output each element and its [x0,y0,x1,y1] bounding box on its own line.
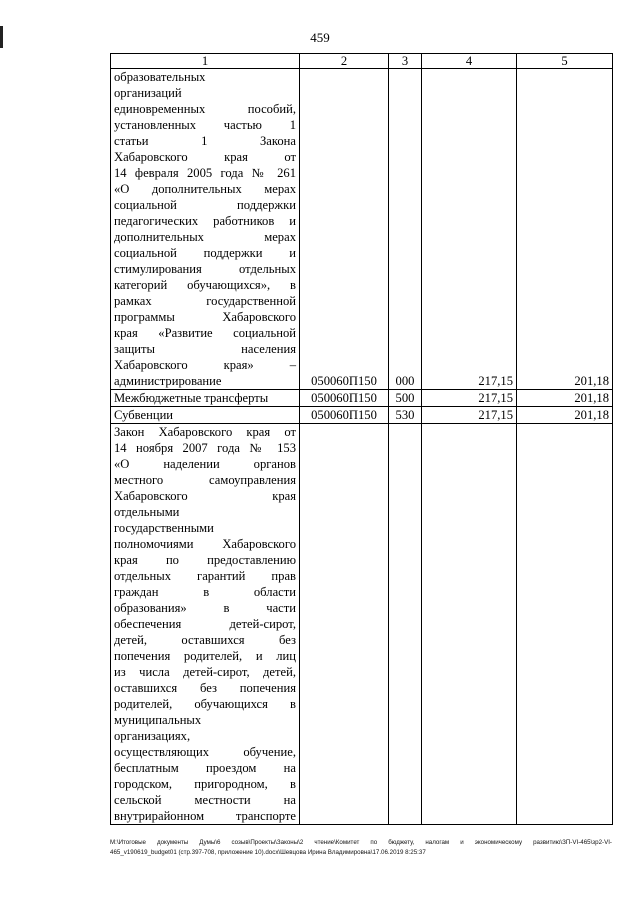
text-line: категорий обучающихся», в [114,278,296,292]
text-line: программы Хабаровского [114,310,296,324]
table-row [111,424,613,825]
text-line: «О наделении органов [114,457,296,471]
budget-table [110,53,613,825]
row-sum-col5: 201,18 [517,407,613,424]
row-vr: 530 [389,407,422,424]
header-col-4: 4 [422,54,517,69]
row-code: 050060П150 [300,407,389,424]
text-line: педагогических работников и [114,214,296,228]
text-line: Закон Хабаровского края от [114,425,296,439]
text-line: защиты населения [114,342,296,356]
first-block-text [114,69,296,389]
text-line: статьи 1 Закона [114,134,296,148]
text-line: отдельных гарантий прав [114,569,296,583]
text-line: единовременных пособий, [114,102,296,116]
text-line: государственными [114,521,214,535]
text-line: рамках государственной [114,294,296,308]
header-col-2: 2 [300,54,389,69]
row-name: Субвенции [111,407,300,424]
text-line: детей, оставшихся без [114,633,296,647]
header-col-1: 1 [111,54,300,69]
row-sum-col5-empty [517,424,613,825]
text-line: организациях, [114,729,191,743]
row-sum-col5: 201,18 [517,69,613,390]
row-code-empty [300,424,389,825]
text-line: Хабаровского края [114,489,296,503]
text-line: дополнительных мерах [114,230,296,244]
text-line: муниципальных [114,713,202,727]
last-block-text [114,424,296,824]
row-description [111,69,300,390]
row-vr: 500 [389,390,422,407]
header-col-5: 5 [517,54,613,69]
text-line: осуществляющих обучение, [114,745,296,759]
text-line: из числа детей-сирот, детей, [114,665,296,679]
row-vr: 000 [389,69,422,390]
text-line: городском, пригородном, в [114,777,296,791]
row-sum-col5: 201,18 [517,390,613,407]
text-line: края «Развитие социальной [114,326,296,340]
text-line: стимулирования отдельных [114,262,296,276]
table-row [111,69,613,390]
row-vr-empty [389,424,422,825]
row-sum-col4: 217,15 [422,390,517,407]
row-code: 050060П150 [300,69,389,390]
text-line: попечения родителей, и лиц [114,649,296,663]
file-path-footer [110,838,612,858]
row-name: Межбюджетные трансферты [111,390,300,407]
table-row [111,390,613,407]
text-line: отдельными [114,505,180,519]
text-line: местного самоуправления [114,473,296,487]
text-line: социальной поддержки и [114,246,296,260]
text-line: сельской местности на [114,793,296,807]
row-sum-col4: 217,15 [422,407,517,424]
text-line: полномочиями Хабаровского [114,537,296,551]
text-line: родителей, обучающихся в [114,697,296,711]
header-col-3: 3 [389,54,422,69]
text-line: 14 ноября 2007 года № 153 [114,441,296,455]
footer-line-2: 465_v190619_budget01 (стр.397-708, приложение 10).docx\Шевцова Ирина Владимировна\17.06.2019 8:25:37 [110,849,426,856]
text-line: края по предоставлению [114,553,296,567]
footer-line-1: M:\Итоговые документы Думы\6 созыв\Проекты\Законы\2 чтение\Комитет по бюджету, налогам и экономическому развитию\ЗП-VI-465\зр2-VI- [110,839,612,846]
row-sum-col4-empty [422,424,517,825]
row-description [111,424,300,825]
page-number: 459 [310,30,330,45]
row-sum-col4: 217,15 [422,69,517,390]
text-line: граждан в области [114,585,296,599]
text-line: образовательных [114,70,206,84]
text-line: Хабаровского края от [114,150,296,164]
text-line: организаций [114,86,182,100]
text-line: внутрирайонном транспорте [114,809,296,823]
text-line: «О дополнительных мерах [114,182,296,196]
text-line: обеспечения детей-сирот, [114,617,296,631]
text-line: бесплатным проездом на [114,761,296,775]
text-line: образования» в части [114,601,296,615]
table-header-row [111,54,613,69]
text-line: 14 февраля 2005 года № 261 [114,166,296,180]
text-line: установленных частью 1 [114,118,296,132]
text-line: социальной поддержки [114,198,296,212]
row-code: 050060П150 [300,390,389,407]
text-line: администрирование [114,374,222,388]
table-row [111,407,613,424]
text-line: оставшихся без попечения [114,681,296,695]
text-line: Хабаровского края» – [114,358,296,372]
